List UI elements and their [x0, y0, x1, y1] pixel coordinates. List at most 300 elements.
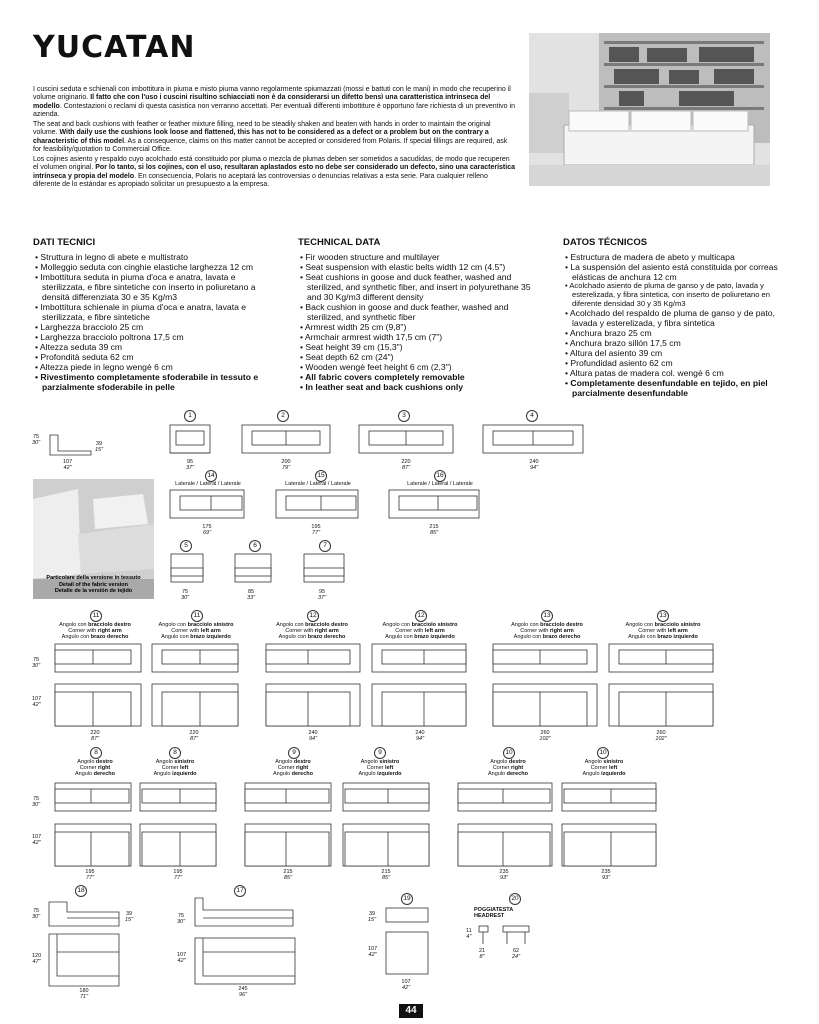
intro-spanish [33, 156, 516, 189]
corner-front-drawing [370, 642, 468, 676]
l1b: sinistro [174, 759, 195, 765]
tech-it-item: • Altezza seduta 39 cm [33, 342, 273, 352]
lateral-label: Laterale / Lateral / Laterale [285, 481, 351, 487]
l3b: brazo izquierdo [657, 634, 698, 641]
lateral-label: Laterale / Lateral / Laterale [175, 481, 241, 487]
side-profile-drawing [47, 433, 93, 457]
row-height-dim [32, 657, 40, 669]
h-cm: 75 [32, 796, 40, 802]
caption-es: Detalle de la versión de tejido [54, 588, 133, 594]
l2b: left [180, 765, 189, 772]
w-cm: 220 [401, 459, 411, 465]
corner-front-drawing [456, 781, 554, 815]
corner-width [303, 730, 323, 742]
tech-it-item: • Altezza piede in legno wengè 6 cm [33, 362, 273, 372]
tech-en-item: • Armrest width 25 cm (9,8") [298, 322, 538, 332]
l3b: izquierdo [601, 771, 626, 778]
model-number: 6 [249, 540, 261, 552]
l2: Corner with [171, 628, 201, 635]
corner-label [618, 622, 708, 641]
l3: Angulo con [278, 634, 308, 641]
tech-en-item: • Seat height 39 cm (15,3") [298, 342, 538, 352]
armchair-drawing [302, 552, 346, 586]
tech-italian [33, 237, 273, 392]
l1b: bracciolo destro [305, 622, 348, 628]
tech-it-item: • Larghezza bracciolo poltrona 17,5 cm [33, 332, 273, 342]
l1b: sinistro [603, 759, 624, 765]
h-cm: 11 [466, 928, 472, 934]
l3b: izquierdo [377, 771, 402, 778]
w-in: 77" [85, 875, 95, 881]
d-cm: 107 [32, 834, 42, 840]
w-in: 77" [311, 530, 321, 536]
d-in: 42" [32, 840, 41, 846]
l2: Corner [277, 765, 297, 772]
w-cm: 85 [247, 589, 255, 595]
tech-en-item: • Armchair armrest width 17,5 cm (7") [298, 332, 538, 342]
lateral-width [197, 524, 217, 536]
corner-top-drawing [491, 682, 599, 728]
side-height-dim [32, 434, 40, 446]
corner-front-drawing [243, 781, 333, 815]
chaise-depth-dim [32, 953, 41, 965]
row-height-dim [32, 796, 40, 808]
l3b: brazo derecho [542, 634, 581, 641]
corner-top-drawing [264, 682, 362, 728]
l2: Corner with [638, 628, 668, 635]
w-in: 94" [529, 465, 539, 471]
l3: Angulo con [61, 634, 91, 641]
long-width [233, 986, 253, 998]
h-in: 30" [32, 802, 41, 808]
row-depth-dim [32, 696, 41, 708]
tech-spanish [563, 237, 778, 398]
long-height-dim [177, 913, 185, 925]
chaise-top-drawing [47, 932, 123, 988]
w-cm: 220 [189, 730, 199, 736]
headrest-height-dim [466, 928, 472, 940]
corner-width [80, 869, 100, 881]
l1: Angolo con [382, 622, 412, 628]
w-cm: 215 [283, 869, 293, 875]
l2: Corner [366, 765, 386, 772]
side-seat-cm: 39 [95, 441, 103, 447]
l3b: izquierdo [172, 771, 197, 778]
tech-it-item: • Profondità seduta 62 cm [33, 352, 273, 362]
lateral-drawing [168, 488, 246, 522]
w-in: 37" [317, 595, 327, 601]
corner-width [376, 869, 396, 881]
corner-top-drawing [607, 682, 715, 728]
h-in: 30" [32, 663, 41, 669]
l1b: bracciolo destro [88, 622, 131, 628]
headrest-label [474, 907, 528, 919]
chaise-height-dim [32, 908, 40, 920]
corner-label [65, 759, 125, 778]
lateral-label: Laterale / Lateral / Laterale [407, 481, 473, 487]
l3b: brazo izquierdo [414, 634, 455, 641]
w-in: 93" [601, 875, 611, 881]
side-depth-dim [63, 459, 72, 471]
w2-in: 24" [511, 954, 521, 960]
w1-in: 8" [479, 954, 485, 960]
tech-es-item: • Estructura de madera de abeto y multicapa [563, 252, 778, 262]
l1b: bracciolo destro [540, 622, 583, 628]
model-number: 12 [307, 610, 319, 622]
l3b: derecho [291, 771, 314, 778]
caption-en: Detail of the fabric version [58, 581, 129, 588]
tech-it-item: • Struttura in legno di abete e multistrato [33, 252, 273, 262]
corner-front-drawing [150, 642, 240, 676]
corner-top-drawing [243, 822, 333, 868]
model-number: 8 [90, 747, 102, 759]
l2: Corner [492, 765, 512, 772]
model-number: 1 [184, 410, 196, 422]
intro-it-text: I cuscini seduta e schienali con imbottitura in piuma e misto piuma vanno regolarmente spiumazzati (mossi e battuti con le mani) in modo che recuperino il volume originario. [33, 86, 511, 102]
tech-es-item: • Altura del asiento 39 cm [563, 348, 778, 358]
l3: Angulo [153, 771, 173, 778]
s-in: 15" [125, 917, 134, 923]
tech-es-item: • Completamente desenfundable en tejido, en piel parcialmente desenfundable [563, 378, 778, 398]
w-in: 102" [655, 736, 667, 742]
s-cm: 39 [125, 911, 133, 917]
w-in: 85" [283, 875, 293, 881]
l3: Angulo [487, 771, 507, 778]
w1-cm: 21 [478, 948, 486, 954]
pouf-height-dim [368, 911, 376, 923]
model-number: 11 [90, 610, 102, 622]
h-in: 30" [177, 919, 186, 925]
fabric-detail-caption [33, 575, 154, 595]
model-number: 16 [434, 470, 446, 482]
intro-it-text-2: . Contestazioni o reclami di questa casistica non verranno accettati. Per eventuali differenti imbottiture è opportuno fare richiesta di un preventivo in azienda. [33, 102, 515, 118]
pouf-width [396, 979, 416, 991]
w-cm: 240 [308, 730, 318, 736]
caption-it: Particolare della versione in tessuto [46, 575, 141, 581]
tech-es-heading: DATOS TÉCNICOS [563, 237, 648, 248]
l1b: destro [293, 759, 311, 765]
l1: Angolo [360, 759, 380, 765]
l3b: brazo izquierdo [190, 634, 231, 641]
lateral-drawing [387, 488, 481, 522]
corner-label [145, 759, 205, 778]
corner-top-drawing [341, 822, 431, 868]
tech-en-item: • Seat depth 62 cm (24") [298, 352, 538, 362]
corner-front-drawing [264, 642, 362, 676]
model-number: 18 [75, 885, 87, 897]
corner-width [184, 730, 204, 742]
sofa-width [180, 459, 200, 471]
model-number: 15 [315, 470, 327, 482]
l2: Corner with [395, 628, 425, 635]
l2b: right [511, 765, 524, 772]
model-number: 5 [180, 540, 192, 552]
tech-es-item: • Altura patas de madera col. wengè 6 cm [563, 368, 778, 378]
tech-it-heading: DATI TECNICI [33, 237, 96, 248]
l1: Angolo [77, 759, 96, 765]
side-h-cm: 75 [32, 434, 40, 440]
corner-width [85, 730, 105, 742]
model-number: 9 [288, 747, 300, 759]
w-in: 79" [281, 465, 291, 471]
w-in: 77" [173, 875, 183, 881]
sofa-width [524, 459, 544, 471]
page-number: 44 [399, 1004, 423, 1018]
w-in: 87" [401, 465, 411, 471]
w-in: 33" [246, 595, 256, 601]
w-in: 71" [79, 994, 89, 1000]
tech-en-item: • In leather seat and back cushions only [298, 382, 538, 392]
intro-en-text-2: . As a consequence, claims on this matter cannot be accepted or considered from Polaris. If special fillings are required, ask for feasibility/quotation to Commercial Office. [33, 137, 508, 153]
corner-label [263, 759, 323, 778]
tech-en-item: • Wooden wengè feet height 6 cm (2,3") [298, 362, 538, 372]
tech-it-item: • Rivestimento completamente sfoderabile in tessuto e parzialmente sfoderabile in pelle [33, 372, 273, 392]
tech-it-item: • Molleggio seduta con cinghie elastiche larghezza 12 cm [33, 262, 273, 272]
l3: Angulo con [513, 634, 543, 641]
l2: Corner with [68, 628, 98, 635]
corner-top-drawing [53, 682, 143, 728]
d-in: 47" [32, 959, 41, 965]
l1b: sinistro [379, 759, 400, 765]
tech-english [298, 237, 538, 392]
tech-en-item: • Back cushion in goose and duck feather, washed and sterilized, and synthetic fiber [298, 302, 538, 322]
armchair-width [241, 589, 261, 601]
headrest-label-it: POGGIATESTA [474, 907, 514, 913]
corner-front-drawing [138, 781, 218, 815]
sofa-drawing [168, 423, 212, 457]
model-number: 8 [169, 747, 181, 759]
pouf-depth-dim [368, 946, 377, 958]
row-depth-dim [32, 834, 41, 846]
model-number: 7 [319, 540, 331, 552]
l2: Corner [79, 765, 99, 772]
h-in: 30" [32, 914, 41, 920]
tech-it-item: • Imbottitura seduta in piuma d'oca e anatra, lavata e sterilizzata, e fibre sintetiche con inserto in poliuretano a densità differenziata 30 e 35 Kg/m3 [33, 272, 273, 302]
w-cm: 260 [656, 730, 666, 736]
tech-en-item: • Seat cushions in goose and duck feather, washed and sterilized, and synthetic fiber, and insert in polyurethane 35 and 30 Kg/m3 different density [298, 272, 538, 302]
w-cm: 95 [186, 459, 194, 465]
model-number: 3 [398, 410, 410, 422]
headrest-width-2 [508, 948, 524, 960]
w-cm: 240 [415, 730, 425, 736]
corner-label [350, 759, 410, 778]
tech-es-item: • La suspensión del asiento está constituida por correas elásticas de anchura 12 cm [563, 262, 778, 282]
w-cm: 180 [79, 988, 89, 994]
l2: Corner [590, 765, 610, 772]
l2: Corner [161, 765, 181, 772]
w2-cm: 62 [512, 948, 520, 954]
long-front-drawing [193, 896, 297, 930]
armchair-width [312, 589, 332, 601]
corner-label [478, 759, 538, 778]
d-in: 42" [368, 952, 377, 958]
lateral-drawing [274, 488, 360, 522]
w-in: 94" [415, 736, 425, 742]
sofa-drawing [357, 423, 455, 457]
w-cm: 195 [311, 524, 321, 530]
w-in: 42" [401, 985, 411, 991]
corner-top-drawing [53, 822, 133, 868]
l2b: right [98, 765, 111, 772]
d-in: 42" [177, 958, 186, 964]
corner-width [535, 730, 555, 742]
l2b: right arm [549, 628, 574, 635]
corner-width [596, 869, 616, 881]
corner-top-drawing [138, 822, 218, 868]
tech-es-item: • Anchura brazo 25 cm [563, 328, 778, 338]
model-number: 13 [657, 610, 669, 622]
intro-en-text: The seat and back cushions with feather or feather mixture filling, need to be steadily shaken and beaten with hands in order to maintain the original volume. [33, 121, 491, 137]
corner-label [270, 622, 354, 641]
corner-top-drawing [150, 682, 240, 728]
l2b: left arm [200, 628, 221, 635]
w-cm: 220 [90, 730, 100, 736]
w-in: 30" [180, 595, 190, 601]
d-in: 42" [32, 702, 41, 708]
l1b: bracciolo sinistro [187, 622, 234, 628]
corner-label [55, 622, 135, 641]
w-in: 87" [90, 736, 100, 742]
corner-label [152, 622, 240, 641]
corner-front-drawing [560, 781, 658, 815]
intro-italian [33, 86, 516, 119]
l3: Angulo [272, 771, 292, 778]
chaise-front-drawing [47, 898, 123, 928]
l1: Angolo con [625, 622, 655, 628]
tech-en-item: • Seat suspension with elastic belts width 12 cm (4.5") [298, 262, 538, 272]
corner-width [494, 869, 514, 881]
w-cm: 235 [499, 869, 509, 875]
l2: Corner with [285, 628, 315, 635]
l3b: derecho [506, 771, 529, 778]
l3: Angulo con [628, 634, 658, 641]
side-d-in: 42" [63, 465, 72, 471]
intro-en-bold: With daily use the cushions look loose and flattened, this has not to be considered as a defect or a problem but on the contrary a characteristic of this model [33, 129, 489, 145]
lateral-width [424, 524, 444, 536]
l2b: left arm [424, 628, 445, 635]
l2: Corner with [520, 628, 550, 635]
long-depth-dim [177, 952, 186, 964]
l3: Angulo con [161, 634, 191, 641]
chaise-seat-dim [125, 911, 133, 923]
corner-label [505, 622, 589, 641]
w-cm: 240 [529, 459, 539, 465]
intro-it-bold: Il fatto che con l'uso i cuscini risultino schiacciati non è da considerarsi un difetto bensì una caratteristica intrinseca del modello [33, 94, 491, 110]
w-cm: 107 [401, 979, 411, 985]
model-number: 14 [205, 470, 217, 482]
l2b: left [385, 765, 394, 772]
headrest-front-drawing [501, 924, 531, 946]
l1: Angolo con [158, 622, 188, 628]
model-number: 9 [374, 747, 386, 759]
corner-width [278, 869, 298, 881]
corner-front-drawing [53, 781, 133, 815]
l1b: destro [508, 759, 526, 765]
corner-front-drawing [491, 642, 599, 676]
w-cm: 195 [85, 869, 95, 875]
headrest-label-en: HEADREST [474, 913, 505, 920]
l1b: bracciolo sinistro [411, 622, 458, 628]
corner-front-drawing [341, 781, 431, 815]
w-in: 69" [202, 530, 212, 536]
model-number: 13 [541, 610, 553, 622]
headrest-side-drawing [477, 924, 491, 946]
pouf-front-drawing [384, 906, 430, 926]
corner-label [375, 622, 465, 641]
h-cm: 75 [32, 908, 40, 914]
tech-it-item: • Imbottitura schienale in piuma d'oca e anatra, lavata e sterilizzata, e fibre sintetiche [33, 302, 273, 322]
model-number: 20 [509, 893, 521, 905]
l2b: left [609, 765, 618, 772]
headrest-width-1 [475, 948, 489, 960]
l2b: right [296, 765, 309, 772]
side-d-cm: 107 [63, 459, 73, 465]
d-cm: 107 [32, 696, 42, 702]
l3: Angulo con [385, 634, 415, 641]
l1b: destro [95, 759, 113, 765]
l3b: derecho [93, 771, 116, 778]
tech-en-item: • All fabric covers completely removable [298, 372, 538, 382]
tech-es-item: • Acolchado del respaldo de pluma de ganso y de pato, lavada y esterelizada, y fibra sintetica [563, 308, 778, 328]
w-in: 96" [238, 992, 248, 998]
corner-width [410, 730, 430, 742]
product-photo [529, 33, 770, 186]
l1: Angolo [490, 759, 509, 765]
d-cm: 107 [368, 946, 378, 952]
corner-front-drawing [53, 642, 143, 676]
l1: Angolo [584, 759, 604, 765]
chaise-width [74, 988, 94, 1000]
h-cm: 75 [177, 913, 185, 919]
tech-es-item: • Profundidad asiento 62 cm [563, 358, 778, 368]
sofa-drawing [240, 423, 332, 457]
l3: Angulo [74, 771, 94, 778]
page-title: YUCATAN [33, 30, 196, 65]
d-cm: 107 [177, 952, 187, 958]
w-in: 94" [308, 736, 318, 742]
w-cm: 195 [173, 869, 183, 875]
corner-top-drawing [560, 822, 658, 868]
w-cm: 200 [281, 459, 291, 465]
l1: Angolo con [511, 622, 541, 628]
lateral-width [306, 524, 326, 536]
armchair-width [175, 589, 195, 601]
model-number: 17 [234, 885, 246, 897]
l2b: right arm [314, 628, 339, 635]
model-number: 12 [415, 610, 427, 622]
side-h-in: 30" [32, 440, 41, 446]
l1: Angolo con [59, 622, 89, 628]
w-in: 93" [499, 875, 509, 881]
side-seat-in: 15" [95, 447, 104, 453]
model-number: 10 [597, 747, 609, 759]
armchair-drawing [169, 552, 205, 586]
model-number: 11 [191, 610, 203, 622]
pouf-top-drawing [384, 930, 430, 976]
l3: Angulo [358, 771, 378, 778]
l1: Angolo [275, 759, 294, 765]
w-in: 87" [189, 736, 199, 742]
long-top-drawing [193, 936, 297, 986]
l2b: right arm [97, 628, 122, 635]
side-seat-dim [95, 441, 103, 453]
corner-width [168, 869, 188, 881]
intro-es-text: Los cojines asiento y respaldo cuyo acolchado está constituido por pluma o mezcla de plumas deben ser sometidos a sacudidas, de modo que recuperen el volumen original. [33, 156, 510, 172]
corner-front-drawing [607, 642, 715, 676]
tech-en-item: • Fir wooden structure and multilayer [298, 252, 538, 262]
model-number: 19 [401, 893, 413, 905]
l3b: brazo derecho [307, 634, 346, 641]
